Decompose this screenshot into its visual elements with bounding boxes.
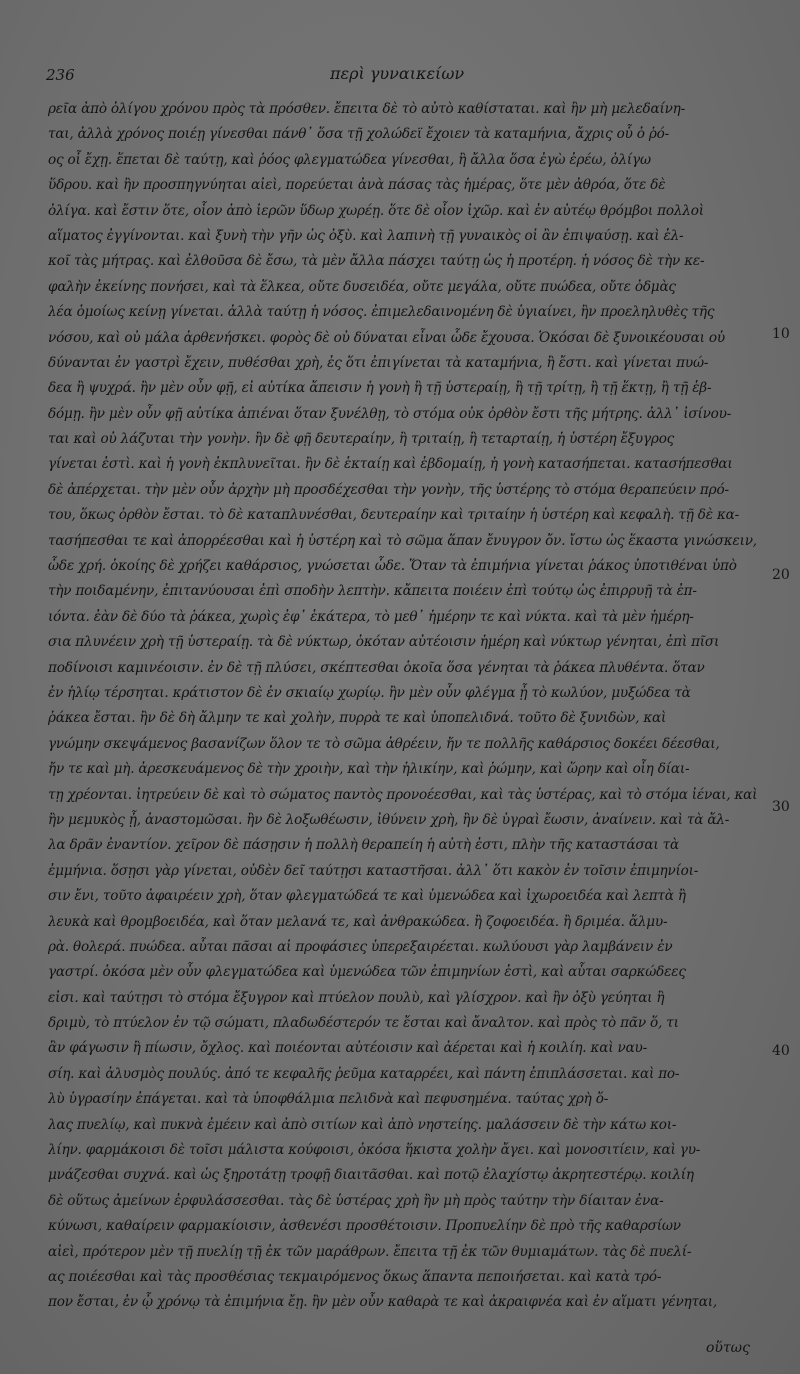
text-line: πον ἔσται, ἐν ᾧ χρόνῳ τὰ ἐπιμήνια ἔῃ. ἢν μὲν οὖν καθαρὰ τε καὶ ἀκραιφνέα καὶ ἐν αἵματι γένηται, [48, 1294, 718, 1311]
text-line: ἤν τε καὶ μὴ. ἀρεσκευάμενος δὲ τὴν χροιὴν, καὶ τὴν ἡλικίην, καὶ ῥώμην, καὶ ὥρην καὶ οἷη δίαι- [48, 761, 690, 778]
text-line: σια πλυνέειν χρὴ τῇ ὑστεραίῃ. τὰ δὲ νύκτωρ, ὁκόταν αὐτέοισιν ἡμέρη καὶ νύκτωρ γένηται, ἐπὶ πῖσι [48, 634, 720, 651]
text-line: του, ὅκως ὀρθὸν ἔσται. τὸ δὲ καταπλυνέσθαι, δευτεραίην καὶ τριταίην ἡ ὑστέρη καὶ κεφαλὴ. τῇ δὲ κα- [48, 507, 740, 524]
text-line: ὕδρου. καὶ ἢν προσπηγνύηται αἰεὶ, πορεύεται ἀνὰ πάσας τὰς ἡμέρας, ὅτε μὲν ἀθρόα, ὅτε δὲ [48, 177, 666, 194]
text-line: δύνανται ἐν γαστρὶ ἔχειν, πυθέσθαι χρὴ, ἐς ὅτι ἐπιγίνεται τὰ καταμήνια, ἢ ἔστι. καὶ γίνεται πυώ- [48, 354, 709, 371]
text-line: γαστρί. ὁκόσα μὲν οὖν φλεγματώδεα καὶ ὑμενώδεα τῶν ἐπιμηνίων ἐστὶ, καὶ αὗται σαρκώδεες [48, 964, 686, 981]
text-line: ρεῖα ἀπὸ ὀλίγου χρόνου πρὸς τὰ πρόσθεν. ἔπειτα δὲ τὸ αὐτὸ καθίσταται. καὶ ἢν μὴ μελεδαίνη- [48, 101, 685, 117]
text-line: σίη. καὶ ἀλυσμὸς πουλύς. ἀπό τε κεφαλῆς ῥεῦμα καταρρέει, καὶ πάντη ἐπιπλάσσεται. καὶ πο- [48, 1065, 680, 1082]
text-line: τὴν ποιδαμένην, ἐπιτανύουσαι ἐπὶ σποδὴν λεπτὴν. κἄπειτα ποιέειν ἐπὶ τούτῳ ὡς ἐπιρρυῇ τὰ ἐπ- [48, 583, 697, 600]
text-line: γίνεται ἐστὶ. καὶ ἡ γονὴ ἐκπλυνεῖται. ἢν δὲ ἑκταίῃ καὶ ἑβδομαίῃ, ἡ γονὴ κατασήπεται. κατασήπεσθαι [48, 456, 733, 473]
text-line: λέα ὁμοίως κείνῃ γίνεται. ἀλλὰ ταύτῃ ἡ νόσος. ἐπιμελεδαινομένη δὲ ὑγιαίνει, ἢν προεληλυθὲς τῆς [48, 304, 715, 321]
catchword: οὕτως [706, 1340, 750, 1356]
text-line: κοῖ τὰς μήτρας. καὶ ἐλθοῦσα δὲ ἔσω, τὰ μὲν ἄλλα πάσχει ταύτῃ ὡς ἡ προτέρη. ἡ νόσος δὲ τὴν κε- [48, 253, 705, 270]
text-line: ται, ἀλλὰ χρόνος ποιέῃ γίνεσθαι πάνθ᾽ ὅσα τῇ χολώδεϊ ἔχοιεν τὰ καταμήνια, ἄχρις οὗ ὁ ῥό- [48, 126, 670, 143]
text-line: αἵματος ἐγγίνονται. καὶ ξυνὴ τὴν γῆν ὡς ὀξὺ. καὶ λαπινὴ τῇ γυναικὸς οἱ ἂν ἐπιψαύσῃ. καὶ ἑλ- [48, 227, 684, 244]
text-line: ἐμμήνια. ὅσῃσι γὰρ γίνεται, οὐδὲν δεῖ ταύτῃσι καταστῆσαι. ἀλλ᾽ ὅτι κακὸν ἐν τοῖσιν ἐπιμηνίοι- [48, 862, 699, 879]
text-line: δὲ ἀπέρχεται. τὴν μὲν οὖν ἀρχὴν μὴ προσδέχεσθαι τὴν γονὴν, τῆς ὑστέρης τὸ στόμα θεραπεύειν πρό- [48, 481, 729, 498]
text-line: λα δρᾶν ἐναντίον. χεῖρον δὲ πάσῃσιν ἡ πολλὴ θεραπείη ἡ αὐτὴ ἐστι, πλὴν τῆς καταστάσαι τὰ [48, 837, 679, 854]
text-line: ιόντα. ἐὰν δὲ δύο τὰ ῥάκεα, χωρὶς ἐφ᾽ ἑκάτερα, τὸ μεθ᾽ ἡμέρην τε καὶ νύκτα. καὶ τὰ μὲν ἡμέρη- [48, 608, 694, 625]
text-line: ποδίνοισι καμινέοισιν. ἐν δὲ τῇ πλύσει, σκέπτεσθαι ὁκοῖα ὅσα γένηται τὰ ῥάκεα πλυθέντα. ὅταν [48, 659, 705, 676]
text-line: ἂν φάγωσιν ἢ πίωσιν, ὄχλος. καὶ ποιέονται αὐτέοισιν καὶ ἀέρεται καὶ ἡ κοιλίη. καὶ ναυ- [48, 1040, 647, 1057]
text-line: ῥάκεα ἔσται. ἢν δὲ δὴ ἄλμην τε καὶ χολὴν, πυρρὰ τε καὶ ὑποπελιδνά. τοῦτο δὲ ξυνιδὼν, καὶ [48, 710, 667, 727]
text-line: ὀλίγα. καὶ ἔστιν ὅτε, οἷον ἀπὸ ἱερῶν ὕδωρ χωρέῃ. ὅτε δὲ οἷον ἰχῶρ. καὶ ἐν αὐτέῳ θρόμβοι πολλοὶ [48, 202, 704, 219]
text-line: δόμῃ. ἢν μὲν οὖν φῇ αὐτίκα ἀπιέναι ὅταν ξυνέλθῃ, τὸ στόμα οὐκ ὀρθὸν ἔστι τῆς μήτρης. ἀλλ᾽ ἰσίνου- [48, 405, 732, 422]
text-line: νόσου, καὶ οὐ μάλα ἀρθενήσκει. φορὸς δὲ οὐ δύναται εἶναι ὧδε ἔχουσα. Ὁκόσαι δὲ ξυνοικέουσαι οὐ [48, 329, 725, 346]
text-line: ρὰ. θολερά. πυώδεα. αὗται πᾶσαι αἱ προφάσιες ὑπερεξαιρέεται. κωλύουσι γὰρ λαμβάνειν ἐν [48, 938, 673, 955]
line-number-marker: 40 [772, 1043, 790, 1059]
line-number-marker: 10 [772, 326, 790, 342]
text-line: λὺ ὑγρασίην ἐπάγεται. καὶ τὰ ὑποφθάλμια πελιδνὰ καὶ πεφυσημένα. ταύτας χρὴ ὅ- [48, 1091, 609, 1108]
line-number-marker: 30 [772, 799, 790, 815]
text-line: σιν ἔνι, τοῦτο ἀφαιρέειν χρὴ, ὅταν φλεγματώδεά τε καὶ ὑμενώδεα καὶ ἰχωροειδέα καὶ λεπτὰ ἢ [48, 888, 686, 905]
text-line: κύνωσι, καθαίρειν φαρμακίοισιν, ἀσθενέσι προσθέτοισιν. Προπυελίην δὲ πρὸ τῆς καθαρσίων [48, 1218, 681, 1235]
greek-text-block [48, 97, 766, 1316]
text-line: δριμὺ, τὸ πτύελον ἐν τῷ σώματι, πλαδωδέστερόν τε ἔσται καὶ ἄναλτον. καὶ πρὸς τὸ πᾶν ὅ, τι [48, 1015, 679, 1032]
text-line: δὲ οὕτως ἀμείνων ἐρφυλάσσεσθαι. τὰς δὲ ὑστέρας χρὴ ἢν μὴ πρὸς ταύτην τὴν δίαιταν ἐνα- [48, 1192, 664, 1209]
text-line: ται καὶ οὐ λάζυται τὴν γονὴν. ἢν δὲ φῇ δευτεραίην, ἢ τριταίῃ, ἢ τεταρταίῃ, ἡ ὑστέρη ἔξυγρος [48, 431, 675, 448]
text-line: λίην. φαρμάκοισι δὲ τοῖσι μάλιστα κούφοισι, ὁκόσα ἥκιστα χολὴν ἄγει. καὶ μονοσιτίειν, καὶ γυ- [48, 1142, 701, 1159]
page-number: 236 [46, 66, 75, 84]
text-line: αἰεὶ, πρότερον μὲν τῇ πυελίῃ τῇ ἐκ τῶν μαράθρων. ἔπειτα τῇ ἐκ τῶν θυμιαμάτων. τὰς δὲ πυελί- [48, 1243, 692, 1260]
text-line: εἰσι. καὶ ταύτῃσι τὸ στόμα ἔξυγρον καὶ πτύελον πουλὺ, καὶ γλίσχρον. καὶ ἢν ὀξὺ γεύηται ἢ [48, 989, 665, 1006]
text-line: ος οἷ ἔχῃ. ἕπεται δὲ ταύτῃ, καὶ ῥόος φλεγματώδεα γίνεσθαι, ἢ ἄλλα ὅσα ἐγὼ ἐρέω, ὀλίγω [48, 151, 651, 168]
text-line: ὧδε χρή. ὁκοίης δὲ χρήζει καθάρσιος, γνώσεται ὧδε. Ὅταν τὰ ἐπιμήνια γίνεται ῥάκος ὑποτιθέναι ὑπὸ [48, 558, 737, 575]
text-line: γνώμην σκεψάμενος βασανίζων ὅλον τε τὸ σῶμα ἀθρέειν, ἤν τε πολλῆς καθάρσιος δοκέει δέεσθαι, [48, 735, 720, 752]
text-line: δεα ἢ ψυχρά. ἢν μὲν οὖν φῇ, εἰ αὐτίκα ἄπεισιν ἡ γονὴ ἢ τῇ ὑστεραίῃ, ἢ τῇ τρίτῃ, ἢ τῇ ἕκτῃ, ἢ τῇ ἑβ- [48, 380, 712, 397]
running-head: περὶ γυναικείων [330, 64, 465, 83]
line-number-marker: 20 [772, 567, 790, 583]
text-line: τασήπεσθαι τε καὶ ἀπορρέεσθαι καὶ ἡ ὑστέρη καὶ τὸ σῶμα ἅπαν ἔνυγρον ὄν. ἴστω ὡς ἕκαστα γινώσκειν, [48, 532, 757, 549]
text-line: λευκὰ καὶ θρομβοειδέα, καὶ ὅταν μελανά τε, καὶ ἀνθρακώδεα. ἢ ζοφοειδέα. ἢ δριμέα. ἄλμυ- [48, 913, 668, 930]
text-line: ἐν ἡλίῳ τέρσηται. κράτιστον δὲ ἐν σκιαίῳ χωρίῳ. ἢν μὲν οὖν φλέγμα ᾖ τὸ κωλύον, μυξώδεα τὰ [48, 684, 691, 701]
text-line: ας ποιέεσθαι καὶ τὰς προσθέσιας τεκμαιρόμενος ὅκως ἅπαντα πεποιήσεται. καὶ κατὰ τρό- [48, 1268, 662, 1285]
text-line: φαλὴν ἐκείνης πονήσει, καὶ τὰ ἕλκεα, οὔτε δυσειδέα, οὔτε μεγάλα, οὔτε πυώδεα, οὔτε ὀδμὰς [48, 278, 676, 295]
text-line: μνάζεσθαι συχνά. καὶ ὡς ξηροτάτῃ τροφῇ διαιτᾶσθαι. καὶ ποτῷ ἐλαχίστῳ ἀκρητεστέρῳ. κοιλίη [48, 1167, 694, 1184]
text-line: λας πυελίῳ, καὶ πυκνὰ ἐμέειν καὶ ἀπὸ σιτίων καὶ ἀπὸ νηστείης. μαλάσσειν δὲ τὴν κάτω κοι- [48, 1116, 677, 1133]
text-line: τῃ χρέονται. ἰητρεύειν δὲ καὶ τὸ σώματος παντὸς προνοέεσθαι, καὶ τὰς ὑστέρας, καὶ τὸ στόμα ἰέναι, καὶ [48, 786, 758, 803]
text-line: ἢν μεμυκὸς ᾖ, ἀναστομῶσαι. ἢν δὲ λοξωθέωσιν, ἰθύνειν χρὴ, ἢν δὲ ὑγραὶ ἔωσιν, ἀναίνειν. καὶ τὰ ἄλ- [48, 811, 730, 828]
